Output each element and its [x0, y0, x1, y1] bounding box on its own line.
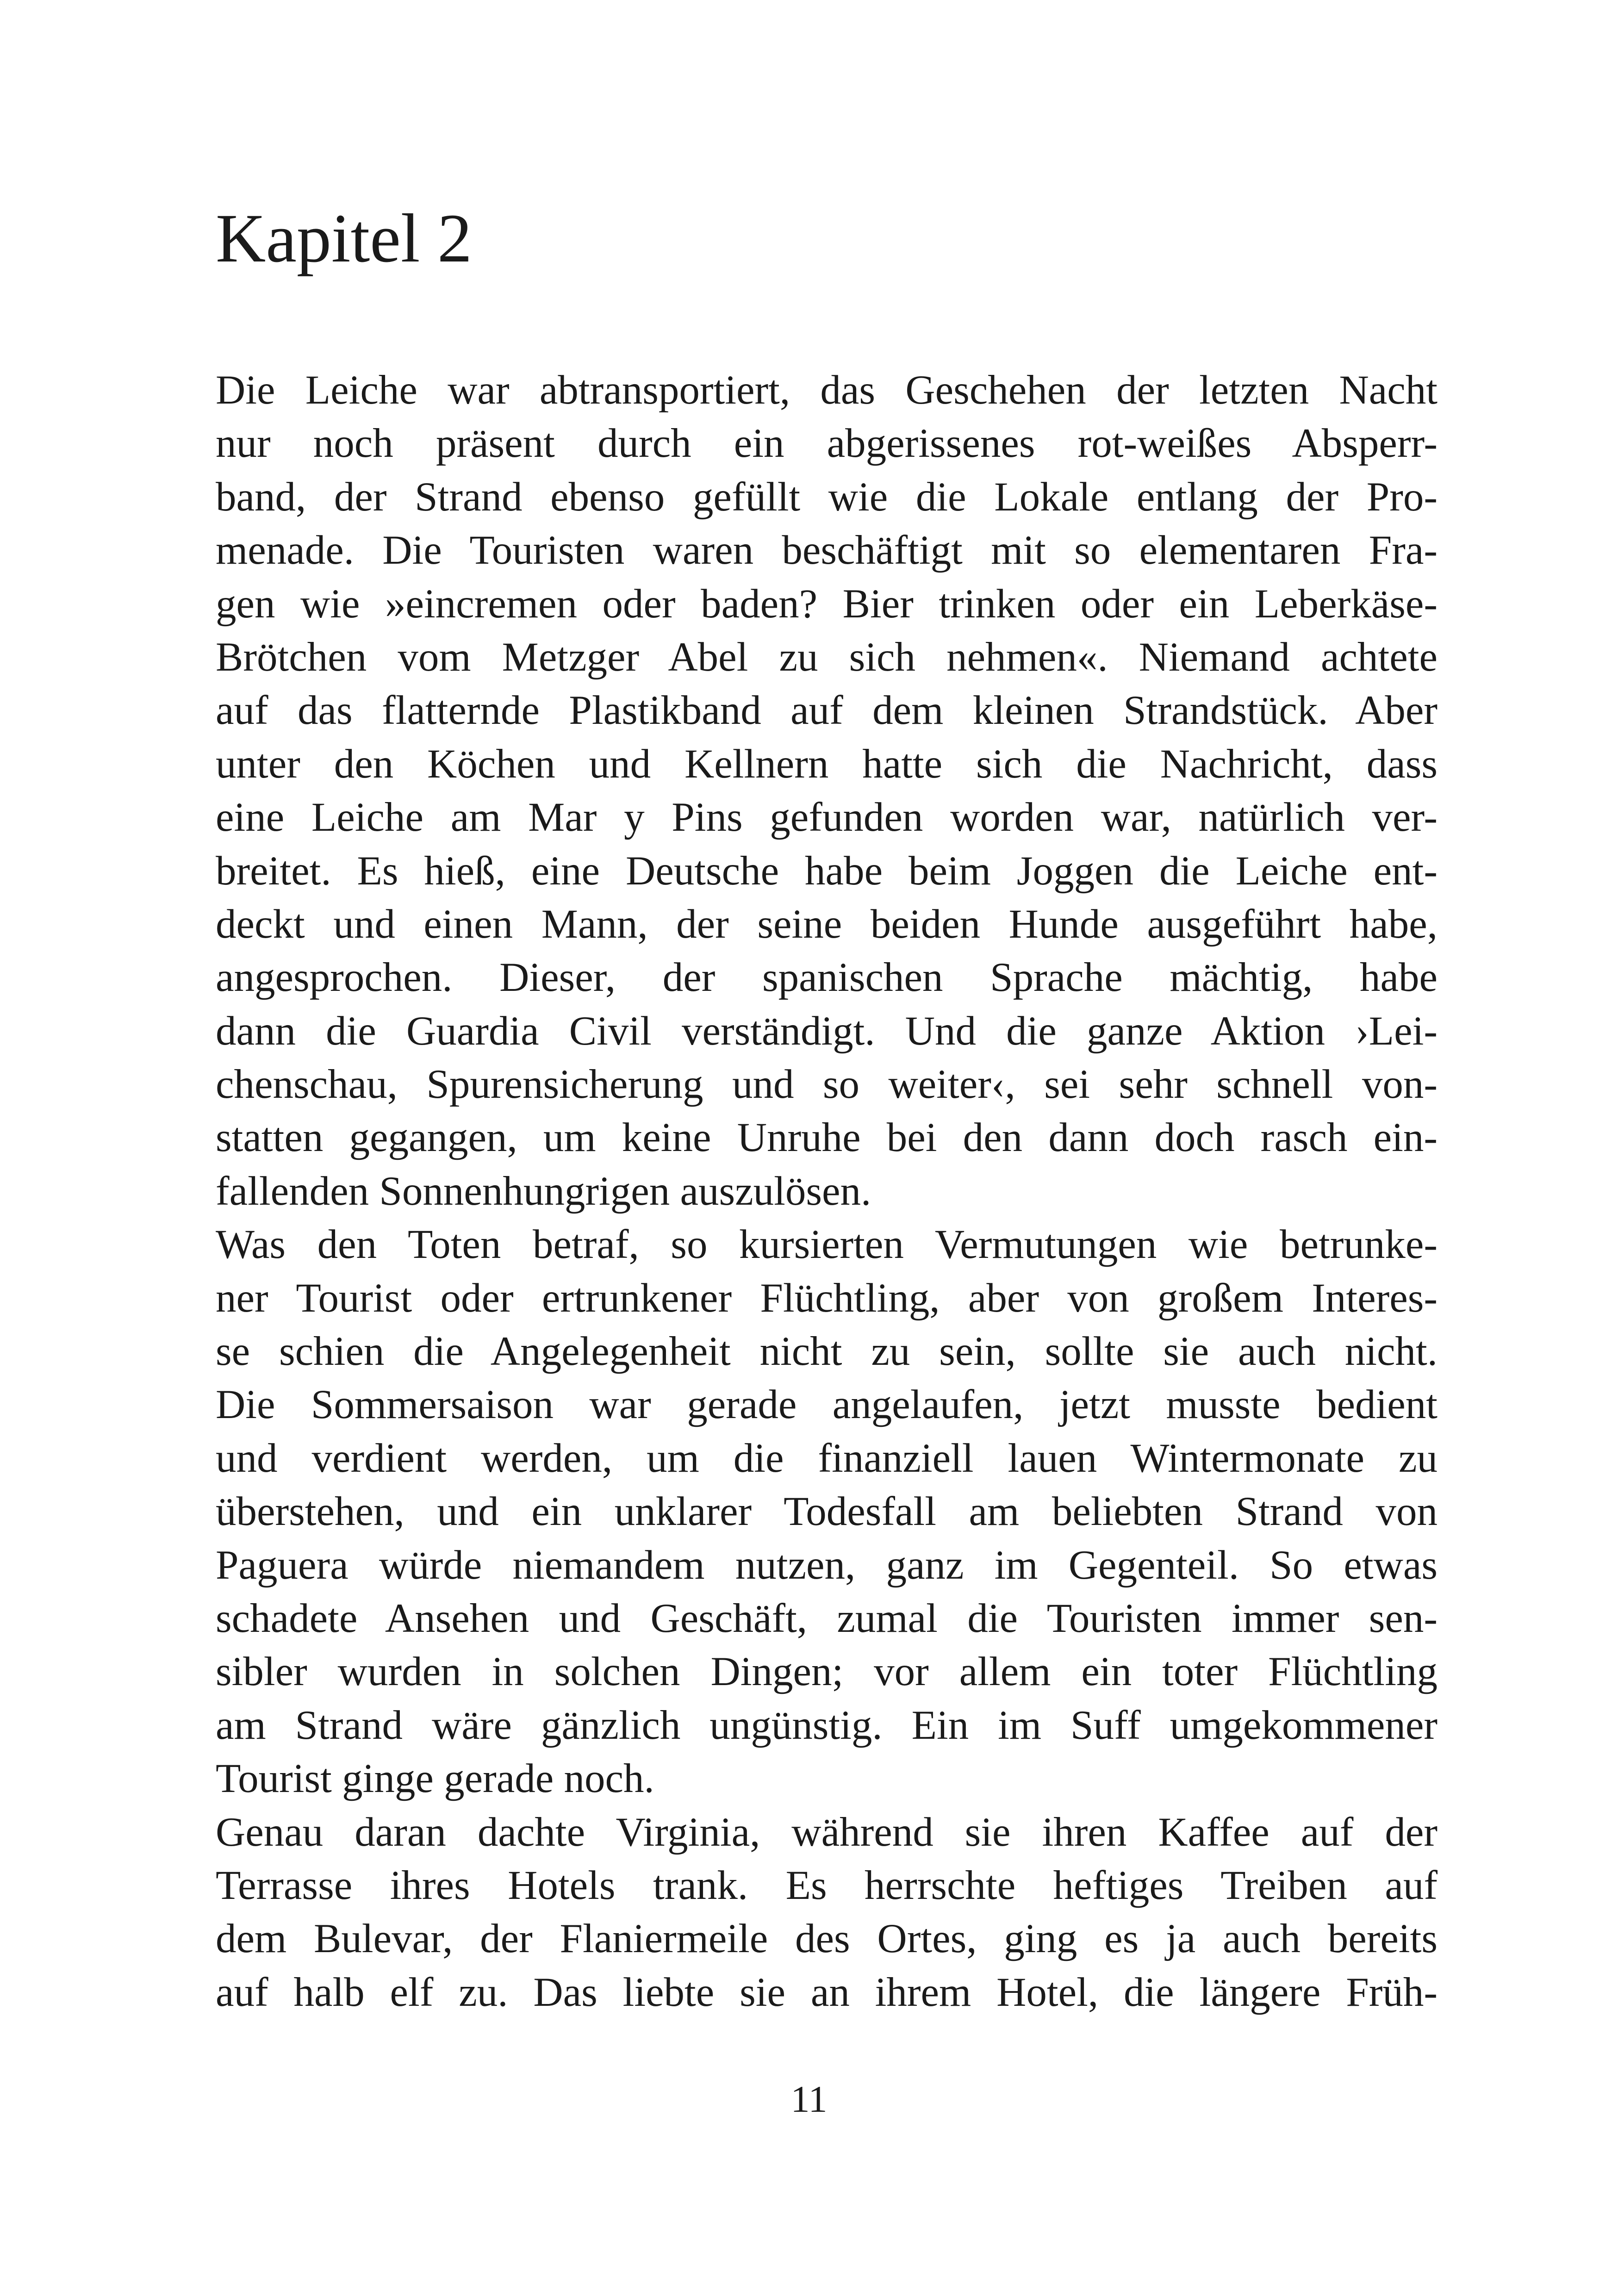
text-line: menade. Die Touristen waren beschäftigt mit so elementaren Fra-	[216, 528, 1438, 573]
text-line: und verdient werden, um die finanziell lauen Wintermonate zu	[216, 1435, 1438, 1481]
text-line: auf das flatternde Plastikband auf dem kleinen Strandstück. Aber	[216, 688, 1438, 734]
text-line: chenschau, Spurensicherung und so weiter‹, sei sehr schnell von-	[216, 1062, 1438, 1108]
text-line: am Strand wäre gänzlich ungünstig. Ein im Suff umgekommener	[216, 1702, 1438, 1748]
text-line: Paguera würde niemandem nutzen, ganz im Gegenteil. So etwas	[216, 1542, 1438, 1588]
text-line: auf halb elf zu. Das liebte sie an ihrem Hotel, die längere Früh-	[216, 1969, 1438, 2015]
text-line: schadete Ansehen und Geschäft, zumal die Touristen immer sen-	[216, 1595, 1438, 1641]
text-line: Genau daran dachte Virginia, während sie ihren Kaffee auf der	[216, 1809, 1438, 1855]
body-text	[216, 364, 1438, 2019]
text-line-paragraph-end: fallenden Sonnenhungrigen auszulösen.	[216, 1168, 871, 1214]
text-line: angesprochen. Dieser, der spanischen Sprache mächtig, habe	[216, 955, 1438, 1001]
text-line: statten gegangen, um keine Unruhe bei den dann doch rasch ein-	[216, 1115, 1438, 1161]
text-line: Die Leiche war abtransportiert, das Geschehen der letzten Nacht	[216, 367, 1438, 413]
text-line: dann die Guardia Civil verständigt. Und die ganze Aktion ›Lei-	[216, 1008, 1438, 1054]
text-line: gen wie »eincremen oder baden? Bier trinken oder ein Leberkäse-	[216, 581, 1438, 627]
text-line: se schien die Angelegenheit nicht zu sein, sollte sie auch nicht.	[216, 1329, 1438, 1375]
text-line: nur noch präsent durch ein abgerissenes rot-weißes Absperr-	[216, 421, 1438, 467]
text-line: ner Tourist oder ertrunkener Flüchtling, aber von großem Interes-	[216, 1275, 1438, 1321]
text-line-paragraph-end: Tourist ginge gerade noch.	[216, 1756, 654, 1802]
text-line: deckt und einen Mann, der seine beiden Hunde ausgeführt habe,	[216, 901, 1438, 947]
text-line: Brötchen vom Metzger Abel zu sich nehmen«. Niemand achtete	[216, 634, 1438, 680]
text-line: Was den Toten betraf, so kursierten Vermutungen wie betrunke-	[216, 1222, 1438, 1268]
text-line: dem Bulevar, der Flaniermeile des Ortes, ging es ja auch bereits	[216, 1916, 1438, 1962]
text-line: sibler wurden in solchen Dingen; vor allem ein toter Flüchtling	[216, 1649, 1438, 1695]
chapter-title: Kapitel 2	[216, 200, 473, 277]
text-line: band, der Strand ebenso gefüllt wie die Lokale entlang der Pro-	[216, 474, 1438, 520]
text-line: unter den Köchen und Kellnern hatte sich die Nachricht, dass	[216, 741, 1438, 787]
text-line: Terrasse ihres Hotels trank. Es herrschte heftiges Treiben auf	[216, 1862, 1438, 1908]
text-line: eine Leiche am Mar y Pins gefunden worden war, natürlich ver-	[216, 795, 1438, 840]
text-line: Die Sommersaison war gerade angelaufen, jetzt musste bedient	[216, 1382, 1438, 1428]
text-line: überstehen, und ein unklarer Todesfall am beliebten Strand von	[216, 1489, 1438, 1535]
text-line: breitet. Es hieß, eine Deutsche habe beim Joggen die Leiche ent-	[216, 848, 1438, 894]
page-number: 11	[790, 2078, 828, 2120]
